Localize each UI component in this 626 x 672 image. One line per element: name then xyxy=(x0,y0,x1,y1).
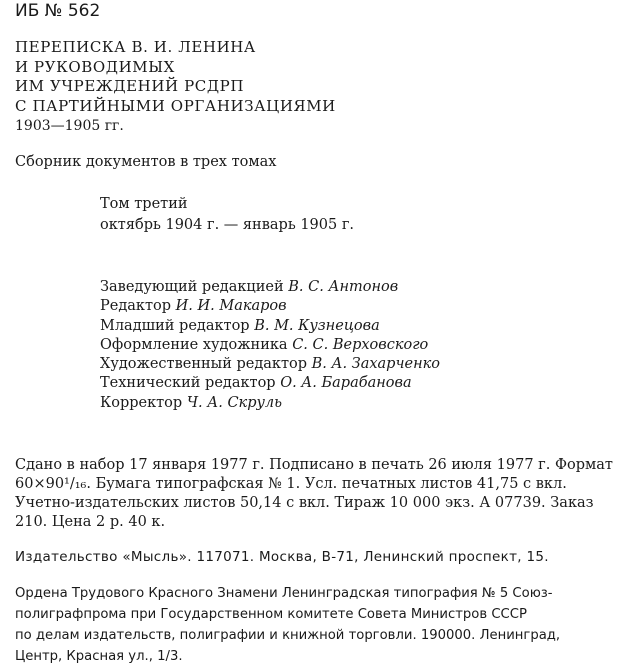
ib-number: ИБ № 562 xyxy=(15,1,101,21)
staff-name: В. С. Антонов xyxy=(288,279,399,295)
staff-name: В. А. Захарченко xyxy=(311,356,441,373)
staff-row xyxy=(100,374,440,393)
imprint-line: Сдано в набор 17 января 1977 г. Подписано в печать 26 июля 1977 г. Формат xyxy=(15,457,613,473)
staff-name: И. И. Макаров xyxy=(175,298,287,315)
staff-row xyxy=(100,336,440,355)
publisher-address: Издательство «Мысль». 117071. Москва, В-71, Ленинский проспект, 15. xyxy=(15,549,549,565)
staff-name: О. А. Барабанова xyxy=(280,375,412,392)
staff-row xyxy=(100,297,440,316)
staff-row xyxy=(100,278,440,297)
staff-role: Корректор xyxy=(100,394,183,411)
staff-row xyxy=(100,355,440,374)
staff-row xyxy=(100,317,440,336)
imprint-line: 210. Цена 2 р. 40 к. xyxy=(15,514,166,530)
title-line: С ПАРТИЙНЫМИ ОРГАНИЗАЦИЯМИ xyxy=(15,96,336,115)
collection-description: Сборник документов в трех томах xyxy=(15,154,277,170)
staff-row xyxy=(100,394,440,413)
staff-name: Ч. А. Скруль xyxy=(186,394,283,411)
printer-line: Ордена Трудового Красного Знамени Ленинградская типография № 5 Союз- xyxy=(15,586,553,601)
printing-house xyxy=(15,583,560,667)
volume-period: октябрь 1904 г. — январь 1905 г. xyxy=(100,217,355,233)
imprint-line: 60×90¹/₁₆. Бумага типографская № 1. Усл. печатных листов 41,75 с вкл. xyxy=(15,476,567,492)
imprint-line: Учетно-издательских листов 50,14 с вкл. Тираж 10 000 экз. А 07739. Заказ xyxy=(15,495,594,511)
staff-name: В. М. Кузнецова xyxy=(254,317,380,334)
staff-role: Оформление художника xyxy=(100,336,288,353)
printer-line: полиграфпрома при Государственном комитете Совета Министров СССР xyxy=(15,607,527,622)
book-title xyxy=(15,38,336,116)
volume-label: Том третий xyxy=(100,196,188,212)
years-range: 1903—1905 гг. xyxy=(15,118,124,134)
staff-role: Редактор xyxy=(100,298,172,315)
printer-line: Центр, Красная ул., 1/3. xyxy=(15,649,183,664)
title-line: ПЕРЕПИСКА В. И. ЛЕНИНА xyxy=(15,38,256,56)
title-line: И РУКОВОДИМЫХ xyxy=(15,57,175,76)
editorial-staff-list xyxy=(100,278,440,413)
staff-role: Младший редактор xyxy=(100,317,250,334)
printer-line: по делам издательств, полиграфии и книжной торговли. 190000. Ленинград, xyxy=(15,628,561,643)
volume-info xyxy=(100,194,354,236)
staff-role: Заведующий редакцией xyxy=(100,279,284,295)
staff-name: С. С. Верховского xyxy=(292,336,429,353)
staff-role: Технический редактор xyxy=(100,375,276,392)
staff-role: Художественный редактор xyxy=(100,356,307,373)
print-imprint xyxy=(15,456,615,532)
title-line: ИМ УЧРЕЖДЕНИЙ РСДРП xyxy=(15,77,245,95)
